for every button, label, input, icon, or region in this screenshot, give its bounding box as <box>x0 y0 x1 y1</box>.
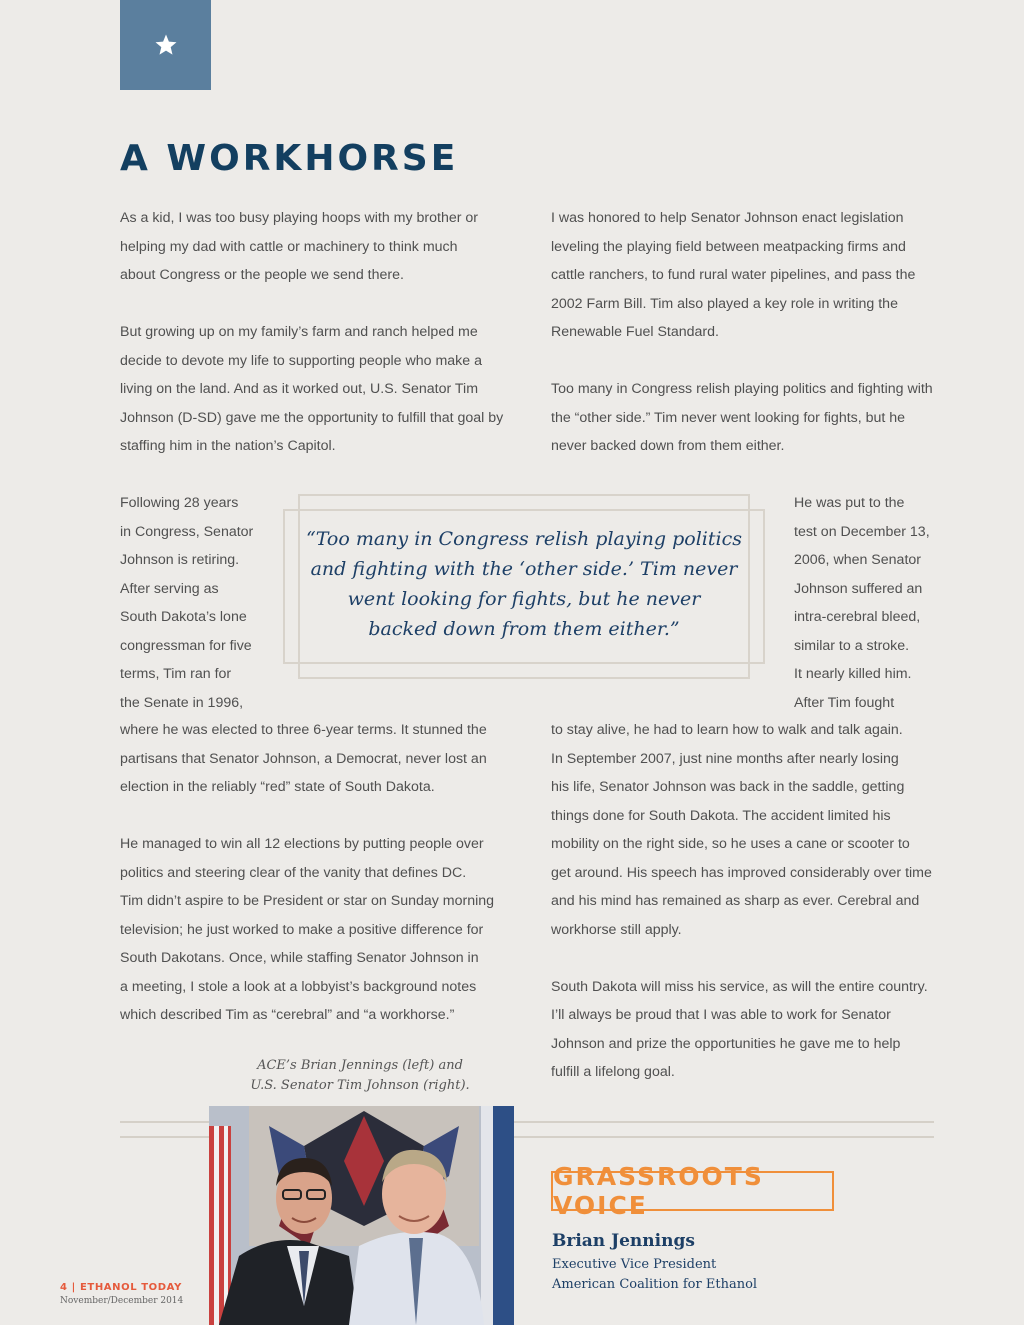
photo-caption <box>240 1056 480 1096</box>
text-line: In September 2007, just nine months after nearly losing <box>551 750 899 767</box>
text-line: fulfill a lifelong goal. <box>551 1064 675 1080</box>
text-line: Following 28 years <box>120 495 239 511</box>
divider-rule <box>514 1121 934 1123</box>
text-line: staffing him in the nation’s Capitol. <box>120 438 336 454</box>
author-credentials <box>552 1255 757 1295</box>
body-column-left-bottom <box>120 716 520 1030</box>
text-line: Tim didn’t aspire to be President or star on Sunday morning <box>120 893 495 909</box>
text-line: never backed down from them either. <box>551 438 785 454</box>
text-line: where he was elected to three 6-year terms. It stunned the <box>120 722 487 738</box>
text-line: a meeting, I stole a look at a lobbyist’s background notes <box>120 978 477 995</box>
body-column-right-top <box>551 204 951 461</box>
body-column-right-bottom <box>551 716 951 1087</box>
text-line: living on the land. And as it worked out, U.S. Senator Tim <box>120 381 479 397</box>
text-line: test on December 13, <box>794 523 930 540</box>
body-column-left-narrow <box>120 489 270 717</box>
text-line: South Dakota will miss his service, as will the entire country. <box>551 978 928 995</box>
text-line: congressman for five <box>120 637 252 654</box>
quote-line: went looking for fights, but he never <box>347 588 701 610</box>
text-line: Johnson and prize the opportunities he gave me to help <box>551 1035 901 1052</box>
text-line: Renewable Fuel Standard. <box>551 324 719 340</box>
paragraph <box>120 318 520 461</box>
paragraph <box>120 716 520 802</box>
paragraph <box>120 830 520 1030</box>
text-line: I was honored to help Senator Johnson enact legislation <box>551 210 904 226</box>
text-line: intra-cerebral bleed, <box>794 609 921 625</box>
author-organization: American Coalition for Ethanol <box>552 1277 758 1292</box>
column-label: GRASSROOTS VOICE <box>553 1162 764 1220</box>
text-line: After Tim fought <box>794 694 895 711</box>
photo-illustration <box>209 1106 514 1325</box>
text-line: similar to a stroke. <box>794 637 910 654</box>
quote-line: and fighting with the ‘other side.’ Tim never <box>310 558 738 580</box>
text-line: election in the reliably “red” state of South Dakota. <box>120 779 435 795</box>
text-line: which described Tim as “cerebral” and “a workhorse.” <box>120 1007 455 1023</box>
paragraph <box>551 204 951 347</box>
quote-line: backed down from them either.” <box>368 618 680 640</box>
text-line: mobility on the right side, so he uses a cane or scooter to <box>551 836 910 852</box>
text-line: As a kid, I was too busy playing hoops with my brother or <box>120 210 479 226</box>
text-line: in Congress, Senator <box>120 523 254 540</box>
pull-quote <box>300 524 748 644</box>
text-line: the “other side.” Tim never went looking for fights, but he <box>551 409 906 426</box>
text-line: leveling the playing field between meatpacking firms and <box>551 238 906 255</box>
divider-rule <box>514 1136 934 1138</box>
issue-date: November/December 2014 <box>60 1296 184 1306</box>
text-line: workhorse still apply. <box>551 921 682 938</box>
text-line: Too many in Congress relish playing politics and fighting with <box>551 381 933 397</box>
text-line: and his mind has remained as sharp as ever. Cerebral and <box>551 893 920 909</box>
text-line: partisans that Senator Johnson, a Democrat, never lost an <box>120 750 487 767</box>
article-title: A WORKHORSE <box>120 138 459 179</box>
column-label-box <box>551 1162 834 1220</box>
text-line: After serving as <box>120 580 219 597</box>
text-line: the Senate in 1996, <box>120 694 244 711</box>
photo-jennings-johnson <box>209 1106 514 1325</box>
text-line: television; he just worked to make a positive difference for <box>120 921 484 938</box>
page-folio: 4 | ETHANOL TODAY <box>60 1282 182 1293</box>
star-icon <box>154 33 178 57</box>
text-line: He was put to the <box>794 495 905 511</box>
text-line: 2006, when Senator <box>794 552 921 568</box>
paragraph <box>120 204 520 290</box>
text-line: 2002 Farm Bill. Tim also played a key role in writing the <box>551 295 898 312</box>
divider-rule <box>120 1136 209 1138</box>
body-column-right-narrow <box>794 489 944 717</box>
text-line: things done for South Dakota. The accident limited his <box>551 807 891 824</box>
text-line: It nearly killed him. <box>794 666 912 682</box>
caption-line: ACE’s Brian Jennings (left) and <box>257 1058 463 1073</box>
text-line: I’ll always be proud that I was able to work for Senator <box>551 1007 891 1023</box>
text-line: But growing up on my family’s farm and ranch helped me <box>120 324 478 340</box>
paragraph <box>551 375 951 461</box>
divider-rule <box>120 1121 209 1123</box>
text-line: He managed to win all 12 elections by putting people over <box>120 836 484 852</box>
author-name: Brian Jennings <box>552 1231 695 1251</box>
text-line: helping my dad with cattle or machinery to think much <box>120 238 458 255</box>
text-line: terms, Tim ran for <box>120 666 232 682</box>
text-line: Johnson (D-SD) gave me the opportunity to fulfill that goal by <box>120 409 504 426</box>
text-line: decide to devote my life to supporting people who make a <box>120 352 483 369</box>
header-tab <box>120 0 211 90</box>
text-line: his life, Senator Johnson was back in the saddle, getting <box>551 779 905 795</box>
text-line: Johnson is retiring. <box>120 552 240 568</box>
text-line: to stay alive, he had to learn how to walk and talk again. <box>551 722 903 738</box>
author-title: Executive Vice President <box>552 1257 717 1272</box>
text-line: politics and steering clear of the vanity that defines DC. <box>120 864 467 881</box>
text-line: Johnson suffered an <box>794 580 923 597</box>
text-line: get around. His speech has improved considerably over time <box>551 864 932 881</box>
text-line: about Congress or the people we send there. <box>120 267 404 283</box>
caption-line: U.S. Senator Tim Johnson (right). <box>250 1078 470 1093</box>
paragraph <box>551 973 951 1087</box>
body-column-left-top <box>120 204 520 461</box>
quote-line: “Too many in Congress relish playing politics <box>306 528 742 550</box>
text-line: South Dakota’s lone <box>120 609 247 625</box>
text-line: South Dakotans. Once, while staffing Senator Johnson in <box>120 950 479 966</box>
text-line: cattle ranchers, to fund rural water pipelines, and pass the <box>551 267 916 283</box>
paragraph <box>551 716 951 944</box>
